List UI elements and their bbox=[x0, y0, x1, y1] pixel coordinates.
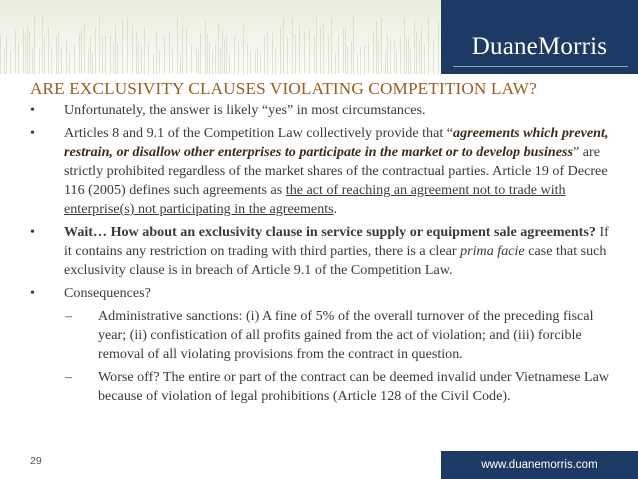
banner-texture-line bbox=[102, 36, 103, 74]
banner-texture-line bbox=[29, 32, 30, 74]
banner-texture-line bbox=[61, 48, 62, 74]
sub-bullet-2 bbox=[30, 368, 610, 406]
banner-texture-line bbox=[247, 43, 248, 74]
banner-texture-line bbox=[406, 38, 407, 74]
banner-texture bbox=[0, 14, 440, 74]
bullet-4 bbox=[30, 284, 610, 303]
banner-texture-line bbox=[323, 24, 324, 74]
banner-texture-line bbox=[95, 27, 96, 74]
banner-texture-line bbox=[424, 45, 425, 74]
banner-texture-line bbox=[127, 17, 128, 74]
banner-texture-line bbox=[224, 38, 225, 74]
banner-texture-line bbox=[226, 35, 227, 74]
banner-texture-line bbox=[115, 24, 116, 74]
banner-texture-line bbox=[347, 46, 348, 74]
banner-texture-line bbox=[39, 49, 40, 74]
banner-texture-line bbox=[51, 47, 52, 74]
banner-texture-line bbox=[373, 30, 374, 74]
banner-texture-line bbox=[343, 28, 344, 74]
banner-texture-line bbox=[416, 33, 417, 74]
banner-texture-line bbox=[88, 49, 89, 74]
banner-texture-line bbox=[283, 18, 284, 74]
banner-texture-line bbox=[428, 19, 429, 74]
banner-texture-line bbox=[169, 31, 170, 74]
footer-url: www.duanemorris.com bbox=[481, 459, 598, 471]
banner-texture-line bbox=[353, 16, 354, 74]
banner-texture-line bbox=[132, 24, 133, 74]
banner-texture-line bbox=[180, 53, 181, 74]
banner-texture-line bbox=[144, 27, 145, 74]
banner-texture-line bbox=[421, 25, 422, 74]
bullet-2-text-mid: ” are strictly prohibited regardless of the market shares of the contractual parties. Article 19 of Decree 116 (2005) defines such agreements as bbox=[64, 144, 608, 198]
banner-texture-line bbox=[58, 32, 59, 74]
banner-texture-line bbox=[280, 28, 281, 74]
bullet-3 bbox=[30, 223, 610, 280]
banner-texture-line bbox=[153, 54, 154, 74]
banner-texture-line bbox=[136, 32, 137, 74]
banner-texture-line bbox=[148, 43, 149, 74]
banner-texture-line bbox=[177, 18, 178, 74]
banner-texture-line bbox=[410, 49, 411, 74]
banner-texture-line bbox=[394, 41, 395, 74]
bullet-2-emphasis: agreements which prevent, restrain, or disallow other enterprises to participate in the market or to develop business bbox=[64, 125, 609, 160]
banner-texture-line bbox=[272, 33, 273, 74]
banner-texture-line bbox=[243, 25, 244, 74]
banner-texture-line bbox=[6, 36, 7, 74]
logo-underline bbox=[453, 66, 628, 67]
banner-texture-line bbox=[196, 47, 197, 74]
sub-bullet-2-text: Worse off? The entire or part of the contract can be deemed invalid under Vietnamese Law because of violation of legal prohibitions (Article 128 of the Civil Code). bbox=[98, 369, 610, 404]
banner-texture-line bbox=[34, 16, 35, 74]
banner-texture-line bbox=[414, 20, 415, 74]
banner-texture-line bbox=[404, 18, 405, 74]
bullet-marker: • bbox=[30, 125, 35, 141]
banner-texture-line bbox=[396, 52, 397, 74]
banner-texture-line bbox=[212, 51, 213, 74]
bullet-1 bbox=[30, 101, 610, 120]
banner-texture-line bbox=[105, 36, 106, 74]
banner-texture-line bbox=[218, 22, 219, 74]
bullet-3-question: Wait… How about an exclusivity clause in service supply or equipment sale agreements? bbox=[64, 224, 596, 240]
banner-texture-line bbox=[69, 51, 70, 74]
banner-texture-line bbox=[66, 40, 67, 74]
slide-body bbox=[30, 101, 610, 410]
page-number: 29 bbox=[30, 455, 42, 467]
banner-texture-line bbox=[275, 49, 276, 74]
banner-texture-line bbox=[215, 45, 216, 74]
banner-texture-line bbox=[364, 45, 365, 74]
banner-texture-line bbox=[260, 53, 261, 74]
bullet-marker: • bbox=[30, 285, 35, 301]
logo: DuaneMorris bbox=[471, 33, 608, 60]
banner-texture-line bbox=[320, 28, 321, 74]
bullet-2-underlined-definition: the act of reaching an agreement not to trade with enterprise(s) not participating in the agreements bbox=[64, 182, 566, 217]
banner-texture-line bbox=[381, 18, 382, 74]
bullet-2-text-post: . bbox=[333, 201, 338, 217]
banner-texture-line bbox=[117, 43, 118, 74]
banner-texture-line bbox=[156, 31, 157, 74]
banner-texture-line bbox=[113, 43, 114, 74]
banner-texture-line bbox=[316, 15, 317, 74]
banner-texture-line bbox=[209, 43, 210, 74]
banner-texture-line bbox=[345, 27, 346, 74]
banner-texture-line bbox=[138, 41, 139, 74]
banner-texture-line bbox=[4, 49, 5, 74]
banner-texture-line bbox=[25, 34, 26, 74]
bullet-marker: • bbox=[30, 224, 35, 240]
bullet-3-text-2: case that such exclusivity clause is in breach of Article 9.1 of the Competition Law. bbox=[64, 243, 607, 278]
banner-texture-line bbox=[385, 51, 386, 74]
banner-texture-line bbox=[378, 40, 379, 74]
banner-texture-line bbox=[172, 49, 173, 74]
bullet-3-latin-term: prima facie bbox=[460, 243, 525, 259]
banner-texture-line bbox=[250, 51, 251, 74]
banner-texture-line bbox=[292, 19, 293, 74]
banner-texture-line bbox=[295, 34, 296, 74]
banner-texture-line bbox=[222, 29, 223, 74]
banner-texture-line bbox=[419, 40, 420, 74]
banner-texture-line bbox=[338, 35, 339, 74]
banner-texture-line bbox=[198, 51, 199, 74]
banner-texture-line bbox=[360, 47, 361, 74]
banner-texture-line bbox=[84, 24, 85, 74]
banner-texture-line bbox=[44, 37, 45, 74]
banner-texture-line bbox=[56, 36, 57, 74]
banner-texture-line bbox=[309, 29, 310, 74]
banner-texture-line bbox=[141, 45, 142, 74]
banner-texture-line bbox=[387, 35, 388, 74]
banner-texture-line bbox=[255, 51, 256, 74]
banner-texture-line bbox=[390, 38, 391, 74]
banner-texture-line bbox=[267, 32, 268, 74]
banner-texture-line bbox=[433, 39, 434, 74]
bullet-3-text-1: If it contains any restriction on trading with third parties, there is a clear bbox=[64, 224, 609, 259]
banner-texture-line bbox=[79, 35, 80, 74]
banner-texture-line bbox=[191, 45, 192, 74]
banner-texture-line bbox=[328, 34, 329, 74]
banner-texture-line bbox=[229, 54, 230, 74]
bullet-1-text: Unfortunately, the answer is likely “yes” in most circumstances. bbox=[64, 102, 426, 118]
banner-texture-line bbox=[74, 44, 75, 74]
sub-bullet-marker: – bbox=[65, 369, 73, 385]
banner-texture-line bbox=[438, 22, 439, 74]
banner-texture-line bbox=[357, 53, 358, 74]
banner-texture-line bbox=[110, 36, 111, 74]
logo-box bbox=[441, 0, 638, 74]
footer-bar bbox=[441, 451, 638, 479]
banner-texture-line bbox=[182, 26, 183, 74]
banner-texture-line bbox=[15, 30, 16, 74]
bullet-marker: • bbox=[30, 102, 35, 118]
sub-bullet-1 bbox=[30, 307, 610, 364]
banner-texture-line bbox=[287, 36, 288, 74]
banner-texture-line bbox=[205, 20, 206, 74]
bullet-4-text: Consequences? bbox=[64, 285, 151, 301]
banner-texture-line bbox=[207, 34, 208, 74]
bullet-2-text-pre: Articles 8 and 9.1 of the Competition Law collectively provide that “ bbox=[64, 125, 454, 141]
banner-texture-line bbox=[264, 36, 265, 74]
banner-texture-line bbox=[351, 41, 352, 74]
banner-texture-line bbox=[23, 28, 24, 74]
banner-texture-line bbox=[0, 34, 1, 74]
sub-bullet-1-text: Administrative sanctions: (i) A fine of 5% of the overall turnover of the preceding fiscal year; (ii) confistication of all profits gained from the act of violation; and (iii) forcible removal of all violating provisions from the contract in question. bbox=[98, 308, 594, 362]
banner-texture-line bbox=[92, 52, 93, 74]
banner-texture-line bbox=[331, 19, 332, 74]
banner-texture-line bbox=[27, 27, 28, 74]
banner-texture-line bbox=[10, 51, 11, 74]
banner-texture-line bbox=[164, 36, 165, 74]
banner-texture-line bbox=[408, 38, 409, 74]
banner-texture-line bbox=[42, 16, 43, 74]
banner-texture-line bbox=[304, 32, 305, 74]
banner-texture-line bbox=[81, 30, 82, 74]
sub-bullet-marker: – bbox=[65, 308, 73, 324]
banner-texture-line bbox=[368, 42, 369, 74]
banner-texture-line bbox=[220, 47, 221, 74]
banner-texture-line bbox=[299, 23, 300, 74]
banner-texture-line bbox=[376, 21, 377, 74]
banner-texture-line bbox=[400, 36, 401, 74]
banner-texture-line bbox=[200, 33, 201, 74]
banner-texture-line bbox=[90, 36, 91, 74]
banner-texture-line bbox=[314, 36, 315, 74]
banner-texture-line bbox=[32, 47, 33, 74]
banner-texture-line bbox=[257, 47, 258, 74]
banner-texture-line bbox=[335, 52, 336, 74]
bullet-2 bbox=[30, 124, 610, 219]
banner-texture-line bbox=[48, 27, 49, 74]
banner-texture-line bbox=[234, 36, 235, 74]
banner-texture-line bbox=[186, 28, 187, 74]
banner-texture-line bbox=[18, 43, 19, 74]
banner-texture-line bbox=[99, 16, 100, 74]
banner-texture-line bbox=[238, 41, 239, 75]
slide-title: ARE EXCLUSIVITY CLAUSES VIOLATING COMPETITION LAW? bbox=[30, 79, 537, 98]
banner-texture-line bbox=[159, 50, 160, 74]
banner-texture-line bbox=[122, 20, 123, 74]
